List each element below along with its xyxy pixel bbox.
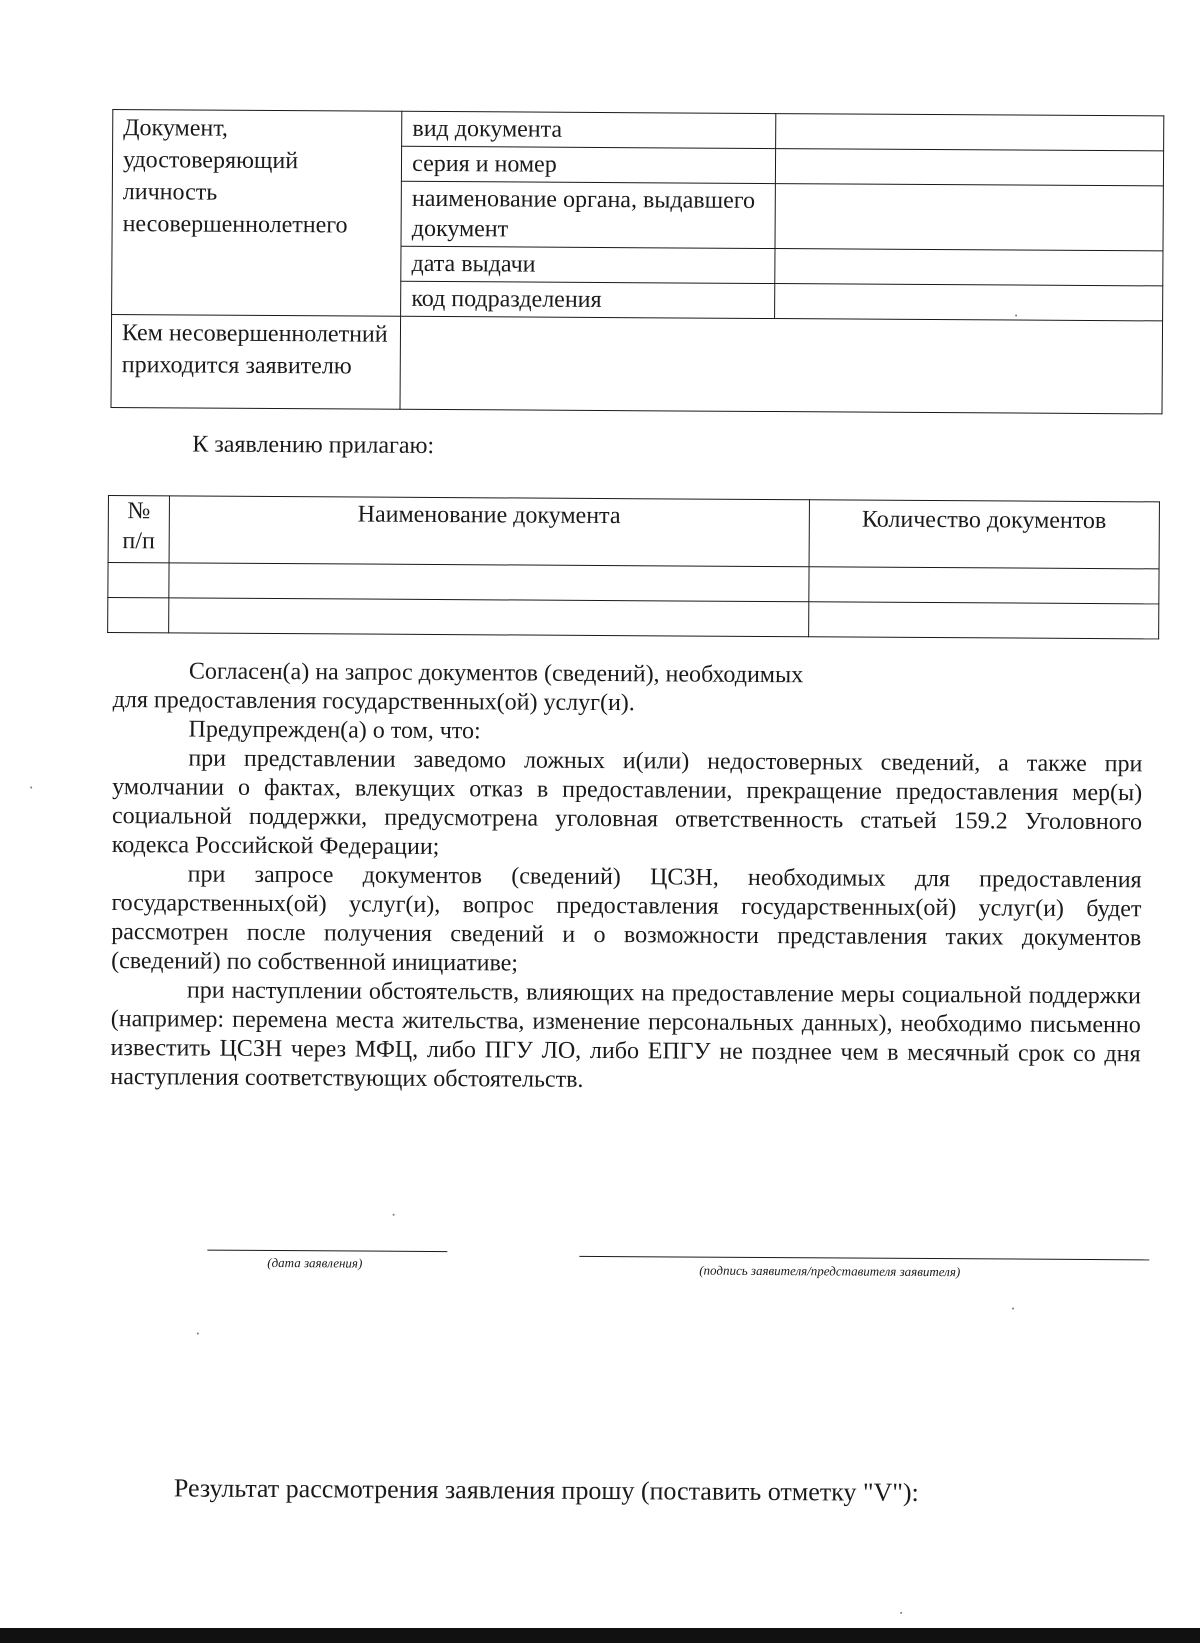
attachments-header-number: № п/п bbox=[108, 495, 169, 562]
scan-speck bbox=[1015, 315, 1017, 317]
scan-speck bbox=[30, 787, 32, 789]
attachments-table bbox=[107, 495, 1160, 639]
attachments-header-quantity: Количество документов bbox=[809, 500, 1160, 569]
attachment-name-cell[interactable] bbox=[169, 563, 809, 602]
field-label-issue-date: дата выдачи bbox=[401, 246, 775, 283]
consent-line-1: Согласен(а) на запрос документов (сведений), необходимых bbox=[188, 658, 804, 689]
field-value-series-number[interactable] bbox=[775, 149, 1163, 186]
field-value-department-code[interactable] bbox=[775, 284, 1163, 321]
relation-value[interactable] bbox=[400, 316, 1162, 414]
identity-document-table bbox=[111, 109, 1165, 414]
result-request-text: Результат рассмотрения заявления прошу (поставить отметку "V"): bbox=[173, 1473, 919, 1507]
attachment-quantity-cell[interactable] bbox=[808, 602, 1159, 639]
date-signature-line[interactable] bbox=[207, 1250, 447, 1252]
consent-line-2: для предоставления государственных(ой) услуг(и). bbox=[112, 687, 635, 717]
attachments-header-name: Наименование документа bbox=[169, 496, 809, 567]
identity-document-header: Документ, удостоверяющий личность несовершеннолетнего bbox=[112, 110, 402, 317]
field-value-issuing-authority[interactable] bbox=[775, 184, 1163, 251]
scan-speck bbox=[900, 1612, 902, 1614]
field-label-doc-type: вид документа bbox=[402, 111, 776, 148]
applicant-signature-line[interactable] bbox=[579, 1256, 1149, 1260]
date-caption: (дата заявления) bbox=[267, 1254, 363, 1271]
consent-text bbox=[110, 657, 1143, 1098]
attachment-number-cell[interactable] bbox=[108, 597, 169, 632]
field-label-issuing-authority: наименование органа, выдавшего документ bbox=[401, 181, 775, 248]
scan-speck bbox=[197, 1333, 199, 1335]
table-row bbox=[108, 597, 1159, 638]
signature-caption: (подпись заявителя/представителя заявителя) bbox=[699, 1262, 961, 1280]
field-label-department-code: код подразделения bbox=[401, 281, 775, 318]
attachments-title: К заявлению прилагаю: bbox=[192, 431, 435, 459]
attachment-name-cell[interactable] bbox=[169, 598, 809, 637]
warning-clause-2: при запросе документов (сведений) ЦСЗН, необходимых для предоставления государственных(ой) услуг(и), вопрос предоставления государственных(ой) услуг(и) будет рассмотрен после получения сведений и о возможности представления таких документов (сведений) по собственной инициативе; bbox=[111, 861, 1142, 977]
scan-bottom-edge bbox=[0, 1628, 1200, 1643]
field-value-doc-type[interactable] bbox=[776, 114, 1164, 151]
field-label-series-number: серия и номер bbox=[402, 146, 776, 183]
attachment-number-cell[interactable] bbox=[108, 562, 169, 597]
warned-heading: Предупрежден(а) о том, что: bbox=[188, 716, 481, 745]
scan-speck bbox=[1012, 1308, 1014, 1310]
relation-header: Кем несовершеннолетний приходится заявителю bbox=[111, 315, 401, 410]
warning-clause-1: при представлении заведомо ложных и(или) недостоверных сведений, а также при умолчании о фактах, влекущих отказ в предоставлении, прекращение предоставления мер(ы) социальной поддержки, предусмотрена уголовная ответственность статьей 159.2 Уголовного кодекса Российской Федерации; bbox=[111, 745, 1143, 861]
field-value-issue-date[interactable] bbox=[775, 249, 1163, 286]
scan-speck bbox=[393, 1214, 395, 1216]
attachment-quantity-cell[interactable] bbox=[808, 567, 1159, 604]
warning-clause-3: при наступлении обстоятельств, влияющих на предоставление меры социальной поддержки (например: перемена места жительства, изменение персональных данных), необходимо письменно известить ЦСЗН через МФЦ, либо ПГУ ЛО, либо ЕПГУ не позднее чем в месячный срок со дня наступления соответствующих обстоятельств. bbox=[110, 977, 1142, 1093]
